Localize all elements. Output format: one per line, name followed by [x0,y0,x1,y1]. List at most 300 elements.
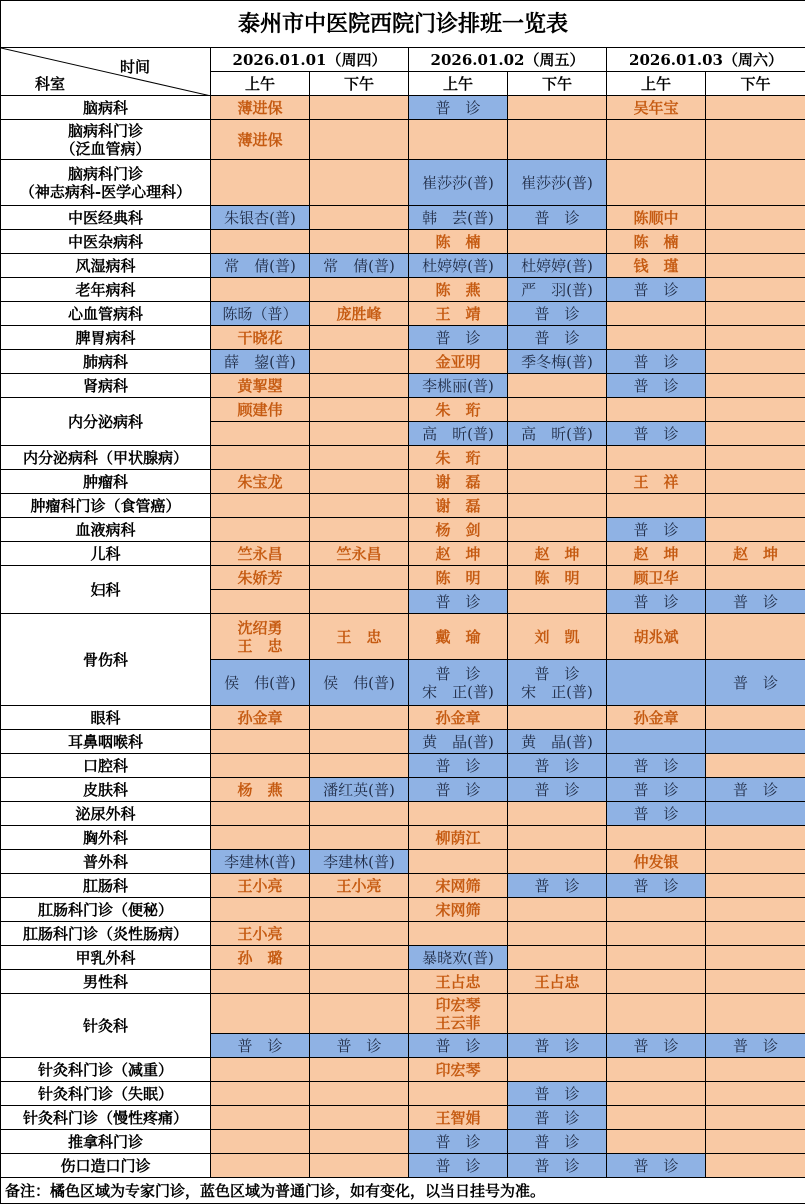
schedule-cell [706,326,805,350]
schedule-cell: 普 诊 [706,778,805,802]
department-name: 内分泌病科 [1,398,211,446]
schedule-cell: 陈旸（普） [211,302,310,326]
schedule-cell: 王小亮 [310,874,409,898]
schedule-cell: 普 诊 [409,1034,508,1058]
schedule-cell: 普 诊 宋 正(普) [508,660,607,706]
schedule-cell: 普 诊 宋 正(普) [409,660,508,706]
schedule-cell: 普 诊 [607,350,706,374]
schedule-cell [607,326,706,350]
schedule-cell [211,730,310,754]
schedule-cell: 李建林(普) [310,850,409,874]
schedule-cell: 薄进保 [211,120,310,160]
schedule-cell: 干晓花 [211,326,310,350]
schedule-cell [310,946,409,970]
schedule-cell [706,1154,805,1178]
schedule-cell: 金亚明 [409,350,508,374]
schedule-cell [409,120,508,160]
schedule-cell: 普 诊 [607,778,706,802]
schedule-cell: 庞胜峰 [310,302,409,326]
schedule-cell [310,422,409,446]
schedule-cell [211,1130,310,1154]
schedule-cell [409,922,508,946]
schedule-row [1,160,805,206]
schedule-cell: 普 诊 [607,278,706,302]
schedule-cell: 普 诊 [607,590,706,614]
schedule-cell [607,120,706,160]
schedule-cell [706,614,805,660]
schedule-cell [607,826,706,850]
schedule-cell [607,398,706,422]
schedule-cell [508,1058,607,1082]
schedule-row [1,614,805,660]
schedule-cell [706,994,805,1034]
schedule-cell: 朱银杏(普) [211,206,310,230]
schedule-cell: 赵 坤 [607,542,706,566]
schedule-cell [211,446,310,470]
schedule-cell [706,922,805,946]
schedule-cell [706,946,805,970]
schedule-cell: 印宏琴 王云菲 [409,994,508,1034]
schedule-cell [607,494,706,518]
schedule-cell: 印宏琴 [409,1058,508,1082]
schedule-cell [706,254,805,278]
schedule-cell [211,518,310,542]
schedule-cell [211,1106,310,1130]
schedule-cell [508,826,607,850]
schedule-cell: 孙金章 [211,706,310,730]
department-name: 肾病科 [1,374,211,398]
schedule-cell [706,970,805,994]
header-corner [1,48,211,96]
date-header: 2026.01.03（周六） [607,48,805,72]
schedule-row [1,850,805,874]
schedule-cell [310,994,409,1034]
dept-label: 科室 [35,75,65,93]
schedule-row [1,470,805,494]
schedule-cell: 黄挈曌 [211,374,310,398]
schedule-cell [508,494,607,518]
department-name: 皮肤科 [1,778,211,802]
schedule-cell: 竺永昌 [211,542,310,566]
schedule-row [1,898,805,922]
schedule-cell: 吴年宝 [607,96,706,120]
schedule-cell: 王智娟 [409,1106,508,1130]
schedule-cell [211,230,310,254]
schedule-cell [706,160,805,206]
schedule-cell [706,446,805,470]
schedule-cell [211,160,310,206]
schedule-cell: 韩 芸(普) [409,206,508,230]
pm-header: 下午 [706,72,805,96]
schedule-cell [607,160,706,206]
department-name: 肿瘤科门诊（食管癌） [1,494,211,518]
schedule-cell: 王 祥 [607,470,706,494]
schedule-cell: 普 诊 [607,1154,706,1178]
schedule-cell: 普 诊 [607,874,706,898]
schedule-cell [706,398,805,422]
schedule-cell: 侯 伟(普) [310,660,409,706]
schedule-cell [310,446,409,470]
schedule-cell: 普 诊 [310,1034,409,1058]
schedule-cell: 顾卫华 [607,566,706,590]
schedule-cell: 胡兆斌 [607,614,706,660]
schedule-cell: 谢 磊 [409,494,508,518]
schedule-cell: 普 诊 [508,326,607,350]
schedule-cell [310,470,409,494]
department-name: 肺病科 [1,350,211,374]
department-name: 心血管病科 [1,302,211,326]
schedule-cell [607,1130,706,1154]
department-name: 泌尿外科 [1,802,211,826]
date-header: 2026.01.01（周四） [211,48,409,72]
department-name: 骨伤科 [1,614,211,706]
schedule-cell [706,1082,805,1106]
schedule-row [1,398,805,422]
schedule-cell: 王占忠 [508,970,607,994]
schedule-cell [508,230,607,254]
schedule-cell: 普 诊 [607,802,706,826]
schedule-cell: 陈 楠 [607,230,706,254]
department-name: 老年病科 [1,278,211,302]
page-title: 泰州市中医院西院门诊排班一览表 [1,1,805,48]
schedule-cell [310,1154,409,1178]
schedule-cell [508,850,607,874]
schedule-cell: 宋网筛 [409,898,508,922]
schedule-cell: 朱 珩 [409,398,508,422]
schedule-cell [310,754,409,778]
schedule-cell [607,898,706,922]
schedule-cell: 孙金章 [607,706,706,730]
schedule-cell [310,278,409,302]
schedule-row [1,946,805,970]
department-name: 脑病科门诊 （神志病科-医学心理科） [1,160,211,206]
department-name: 脾胃病科 [1,326,211,350]
schedule-cell [508,802,607,826]
schedule-row [1,826,805,850]
schedule-cell: 杜婷婷(普) [508,254,607,278]
schedule-cell [211,1082,310,1106]
schedule-cell [607,660,706,706]
schedule-cell [508,706,607,730]
schedule-cell [310,706,409,730]
schedule-row [1,1130,805,1154]
schedule-row [1,350,805,374]
schedule-cell [706,1106,805,1130]
schedule-cell: 普 诊 [508,874,607,898]
schedule-cell [211,590,310,614]
schedule-cell [508,946,607,970]
schedule-cell [310,120,409,160]
schedule-cell: 潘红英(普) [310,778,409,802]
department-name: 针灸科门诊（慢性疼痛） [1,1106,211,1130]
schedule-cell: 仲发银 [607,850,706,874]
schedule-cell: 暴晓欢(普) [409,946,508,970]
schedule-cell [310,1130,409,1154]
department-name: 伤口造口门诊 [1,1154,211,1178]
schedule-cell: 普 诊 [409,778,508,802]
schedule-cell: 刘 凯 [508,614,607,660]
schedule-cell [607,730,706,754]
schedule-cell: 常 倩(普) [310,254,409,278]
schedule-cell [310,590,409,614]
schedule-cell [706,826,805,850]
schedule-row [1,566,805,590]
schedule-cell [211,898,310,922]
department-name: 脑病科门诊 （泛血管病） [1,120,211,160]
schedule-cell [310,802,409,826]
schedule-cell: 普 诊 [508,778,607,802]
schedule-cell: 崔莎莎(普) [508,160,607,206]
schedule-cell: 王 忠 [310,614,409,660]
department-name: 妇科 [1,566,211,614]
schedule-cell: 普 诊 [508,1130,607,1154]
schedule-cell [310,326,409,350]
department-name: 血液病科 [1,518,211,542]
schedule-cell [310,518,409,542]
schedule-cell: 高 昕(普) [508,422,607,446]
schedule-cell [409,1082,508,1106]
schedule-cell: 钱 瑾 [607,254,706,278]
schedule-cell [706,206,805,230]
schedule-cell: 普 诊 [508,1082,607,1106]
schedule-cell [508,590,607,614]
department-name: 肛肠科门诊（便秘） [1,898,211,922]
schedule-cell: 崔莎莎(普) [409,160,508,206]
schedule-cell [706,1058,805,1082]
schedule-row [1,970,805,994]
schedule-cell: 顾建伟 [211,398,310,422]
department-name: 耳鼻咽喉科 [1,730,211,754]
schedule-cell [508,922,607,946]
schedule-cell [310,350,409,374]
schedule-cell [607,302,706,326]
schedule-row [1,254,805,278]
schedule-cell [310,730,409,754]
schedule-row [1,518,805,542]
schedule-cell: 陈 燕 [409,278,508,302]
schedule-cell: 竺永昌 [310,542,409,566]
schedule-cell [508,96,607,120]
schedule-cell: 高 昕(普) [409,422,508,446]
schedule-row [1,922,805,946]
schedule-cell: 孙 璐 [211,946,310,970]
schedule-row [1,230,805,254]
schedule-cell: 普 诊 [508,1034,607,1058]
schedule-cell [310,230,409,254]
schedule-cell [211,754,310,778]
schedule-cell [607,1106,706,1130]
schedule-cell: 朱娇芳 [211,566,310,590]
pm-header: 下午 [310,72,409,96]
schedule-cell [706,494,805,518]
schedule-cell: 朱 珩 [409,446,508,470]
schedule-cell [706,1130,805,1154]
schedule-cell [508,446,607,470]
schedule-cell [508,470,607,494]
department-name: 肿瘤科 [1,470,211,494]
schedule-row [1,874,805,898]
date-header: 2026.01.02（周五） [409,48,607,72]
schedule-cell: 朱宝龙 [211,470,310,494]
schedule-row [1,1106,805,1130]
department-name: 推拿科门诊 [1,1130,211,1154]
department-name: 针灸科 [1,994,211,1058]
schedule-cell: 李桃丽(普) [409,374,508,398]
schedule-row [1,326,805,350]
schedule-cell: 普 诊 [508,754,607,778]
schedule-cell: 赵 坤 [508,542,607,566]
department-name: 普外科 [1,850,211,874]
schedule-row [1,374,805,398]
schedule-cell [706,302,805,326]
schedule-cell: 普 诊 [706,1034,805,1058]
schedule-cell [706,230,805,254]
schedule-cell: 王小亮 [211,922,310,946]
schedule-cell: 普 诊 [508,1154,607,1178]
department-name: 肛肠科 [1,874,211,898]
schedule-cell [706,730,805,754]
schedule-cell: 陈顺中 [607,206,706,230]
schedule-cell [310,160,409,206]
schedule-row [1,206,805,230]
am-header: 上午 [607,72,706,96]
schedule-cell: 赵 坤 [706,542,805,566]
schedule-cell: 严 羽(普) [508,278,607,302]
department-name: 甲乳外科 [1,946,211,970]
schedule-row [1,1154,805,1178]
schedule-cell: 宋网筛 [409,874,508,898]
time-label: 时间 [120,58,150,76]
schedule-row [1,446,805,470]
schedule-cell [706,120,805,160]
schedule-cell [211,994,310,1034]
schedule-cell: 普 诊 [706,590,805,614]
schedule-cell: 薛 鋆(普) [211,350,310,374]
schedule-cell: 孙金章 [409,706,508,730]
schedule-cell [706,802,805,826]
schedule-cell [706,96,805,120]
schedule-cell: 普 诊 [508,302,607,326]
schedule-cell [508,518,607,542]
schedule-row [1,754,805,778]
schedule-row [1,802,805,826]
schedule-row [1,994,805,1034]
schedule-cell [508,120,607,160]
schedule-cell [211,970,310,994]
schedule-cell [607,970,706,994]
schedule-cell [211,422,310,446]
schedule-cell [607,946,706,970]
schedule-cell [706,754,805,778]
department-name: 风湿病科 [1,254,211,278]
schedule-row [1,730,805,754]
schedule-cell [706,518,805,542]
schedule-row [1,278,805,302]
schedule-cell: 普 诊 [706,660,805,706]
schedule-cell [706,706,805,730]
schedule-cell [310,374,409,398]
schedule-cell: 黄 晶(普) [409,730,508,754]
schedule-row [1,1058,805,1082]
department-name: 胸外科 [1,826,211,850]
schedule-cell: 普 诊 [607,754,706,778]
schedule-cell [310,1106,409,1130]
schedule-cell: 侯 伟(普) [211,660,310,706]
department-name: 中医经典科 [1,206,211,230]
schedule-cell [211,1058,310,1082]
schedule-cell [706,566,805,590]
department-name: 眼科 [1,706,211,730]
schedule-cell: 谢 磊 [409,470,508,494]
schedule-cell [310,970,409,994]
schedule-cell [607,1082,706,1106]
schedule-cell [706,350,805,374]
schedule-cell [706,470,805,494]
schedule-row [1,706,805,730]
schedule-cell: 陈 明 [508,566,607,590]
schedule-cell: 普 诊 [607,1034,706,1058]
corner-diagonal [1,48,211,96]
schedule-cell: 黄 晶(普) [508,730,607,754]
schedule-row [1,302,805,326]
schedule-cell: 李建林(普) [211,850,310,874]
schedule-cell: 普 诊 [409,1130,508,1154]
schedule-cell [607,446,706,470]
department-name: 肛肠科门诊（炎性肠病） [1,922,211,946]
department-name: 口腔科 [1,754,211,778]
schedule-cell: 普 诊 [607,422,706,446]
schedule-cell [310,96,409,120]
department-name: 儿科 [1,542,211,566]
schedule-cell: 季冬梅(普) [508,350,607,374]
schedule-cell: 王占忠 [409,970,508,994]
schedule-cell: 杜婷婷(普) [409,254,508,278]
schedule-cell [409,850,508,874]
schedule-cell: 普 诊 [409,754,508,778]
schedule-cell [607,1058,706,1082]
schedule-cell [607,922,706,946]
am-header: 上午 [409,72,508,96]
department-name: 内分泌病科（甲状腺病） [1,446,211,470]
schedule-cell: 陈 楠 [409,230,508,254]
schedule-cell: 戴 瑜 [409,614,508,660]
schedule-cell: 普 诊 [607,374,706,398]
schedule-cell [310,898,409,922]
schedule-cell: 王小亮 [211,874,310,898]
schedule-cell: 普 诊 [409,96,508,120]
schedule-cell: 普 诊 [607,518,706,542]
schedule-cell [310,826,409,850]
schedule-row [1,1082,805,1106]
schedule-cell: 普 诊 [409,590,508,614]
schedule-cell [508,898,607,922]
schedule-cell: 普 诊 [409,1154,508,1178]
schedule-cell: 杨 剑 [409,518,508,542]
am-header: 上午 [211,72,310,96]
schedule-cell [310,206,409,230]
footnote: 备注：橘色区域为专家门诊，蓝色区域为普通门诊，如有变化，以当日挂号为准。 [1,1178,805,1204]
schedule-cell [706,898,805,922]
schedule-cell [706,422,805,446]
schedule-row [1,120,805,160]
schedule-cell [211,826,310,850]
schedule-cell [706,278,805,302]
schedule-cell [706,374,805,398]
schedule-row [1,542,805,566]
schedule-cell [310,566,409,590]
schedule-cell: 普 诊 [508,1106,607,1130]
schedule-cell [706,850,805,874]
